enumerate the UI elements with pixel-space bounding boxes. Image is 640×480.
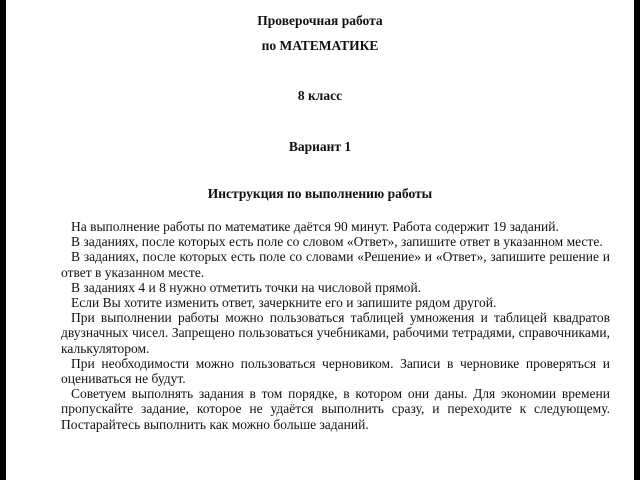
instruction-paragraph-draft: При необходимости можно пользоваться черновиком. Записи в черновике проверяться и оцениваться не будут. — [61, 355, 610, 387]
document-title: Проверочная работа — [257, 13, 383, 28]
instruction-paragraph-advice: Советуем выполнять задания в том порядке, в котором они даны. Для экономии времени пропускайте задание, которое не удаётся выполнить сразу, и переходите к следующему. Постарайтесь выполнить как можно больше заданий. — [61, 386, 610, 432]
instruction-paragraph-number-line: В заданиях 4 и 8 нужно отметить точки на числовой прямой. — [71, 279, 422, 295]
instruction-paragraph-change-answer: Если Вы хотите изменить ответ, зачеркните его и запишите рядом другой. — [71, 295, 497, 311]
instructions-heading: Инструкция по выполнению работы — [207, 186, 433, 201]
instructions-body — [61, 219, 610, 432]
instruction-paragraph-time: На выполнение работы по математике даётся 90 минут. Работа содержит 19 заданий. — [71, 219, 559, 234]
left-letterbox-bar — [0, 0, 6, 480]
grade-heading: 8 класс — [297, 88, 343, 103]
instruction-paragraph-solution-field: В заданиях, после которых есть поле со словами «Решение» и «Ответ», запишите решение и ответ в указанном месте. — [61, 249, 610, 280]
subject-heading: по МАТЕМАТИКЕ — [261, 38, 379, 53]
right-letterbox-bar — [634, 0, 640, 480]
instruction-paragraph-allowed-materials: При выполнении работы можно пользоваться таблицей умножения и таблицей квадратов двузначных чисел. Запрещено пользоваться учебниками, рабочими тетрадями, справочниками, калькулятором. — [61, 310, 610, 356]
instruction-paragraph-answer-field: В заданиях, после которых есть поле со словом «Ответ», запишите ответ в указанном месте. — [71, 234, 603, 250]
variant-heading: Вариант 1 — [288, 139, 352, 154]
